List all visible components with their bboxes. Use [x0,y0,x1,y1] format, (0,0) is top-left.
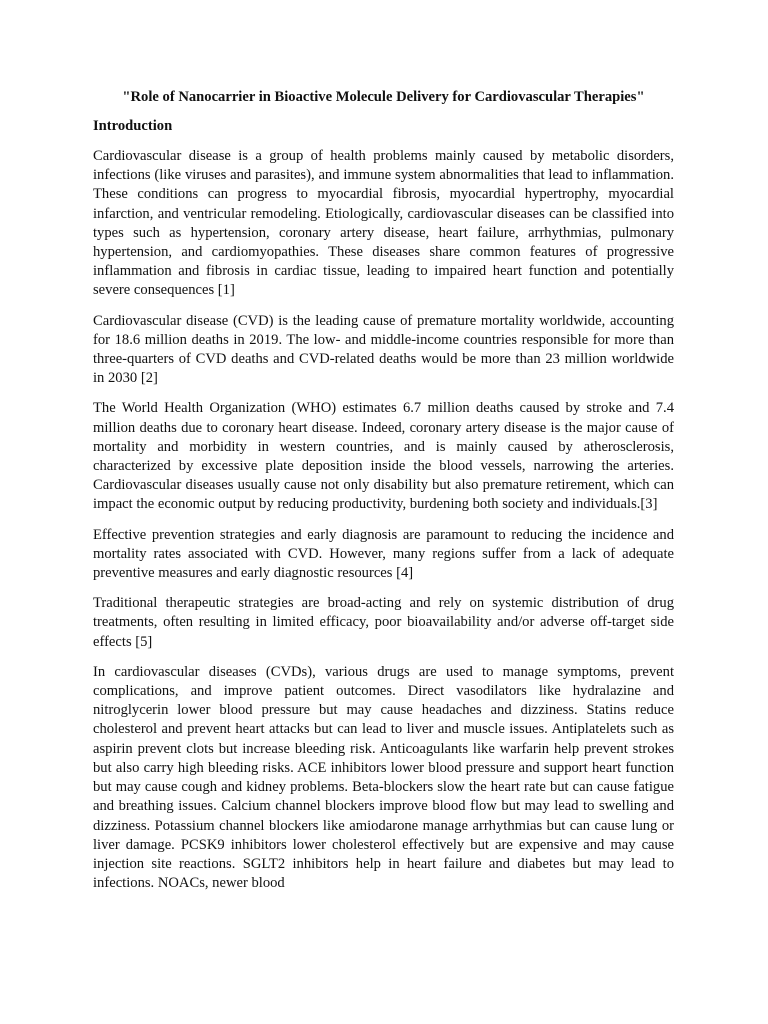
paragraph: In cardiovascular diseases (CVDs), various drugs are used to manage symptoms, prevent complications, and improve patient outcomes. Direct vasodilators like hydralazine and nitroglycerin lower blood pressure but may cause headaches and dizziness. Statins reduce cholesterol and prevent heart attacks but can lead to liver and muscle issues. Antiplatelets such as aspirin prevent clots but increase bleeding risk. Anticoagulants like warfarin help prevent strokes but also carry high bleeding risks. ACE inhibitors lower blood pressure and support heart function but may cause cough and kidney problems. Beta-blockers slow the heart rate but can cause fatigue and breathing issues. Calcium channel blockers improve blood flow but may lead to swelling and dizziness. Potassium channel blockers like amiodarone manage arrhythmias but can cause lung or liver damage. PCSK9 inhibitors lower cholesterol effectively but are expensive and may cause injection site reactions. SGLT2 inhibitors help in heart failure and diabetes but may lead to infections. NOACs, newer blood [93,663,674,892]
paragraph: The World Health Organization (WHO) estimates 6.7 million deaths caused by stroke and 7.4 million deaths due to coronary heart disease. Indeed, coronary artery disease is the major cause of mortality and morbidity in western countries, and is mainly caused by atherosclerosis, characterized by excessive plate deposition inside the blood vessels, narrowing the arteries. Cardiovascular diseases usually cause not only disability but also premature retirement, which can impact the economic output by reducing productivity, burdening both society and individuals.[3] [93,400,674,513]
paragraph: Cardiovascular disease (CVD) is the leading cause of premature mortality worldwide, accounting for 18.6 million deaths in 2019. The low- and middle-income countries responsible for more than three-quarters of CVD deaths and CVD-related deaths would be more than 23 million worldwide in 2030 [2] [93,312,674,387]
section-heading-introduction: Introduction [93,118,173,134]
paragraph: Traditional therapeutic strategies are broad-acting and rely on systemic distribution of drug treatments, often resulting in limited efficacy, poor bioavailability and/or adverse off-target side effects [5] [93,595,674,650]
document-title: "Role of Nanocarrier in Bioactive Molecule Delivery for Cardiovascular Therapies" [122,89,645,105]
paragraph: Cardiovascular disease is a group of health problems mainly caused by metabolic disorders, infections (like viruses and parasites), and immune system abnormalities that lead to inflammation. These conditions can progress to myocardial fibrosis, myocardial hypertrophy, myocardial infarction, and ventricular remodeling. Etiologically, cardiovascular diseases can be classified into types such as hypertension, coronary artery disease, heart failure, arrhythmias, pulmonary hypertension, and cardiomyopathies. These diseases share common features of progressive inflammation and fibrosis in cardiac tissue, leading to impaired heart function and potentially severe consequences [1] [93,148,674,299]
paragraph: Effective prevention strategies and early diagnosis are paramount to reducing the incidence and mortality rates associated with CVD. However, many regions suffer from a lack of adequate preventive measures and early diagnostic resources [4] [93,526,674,582]
document-body [93,88,674,904]
